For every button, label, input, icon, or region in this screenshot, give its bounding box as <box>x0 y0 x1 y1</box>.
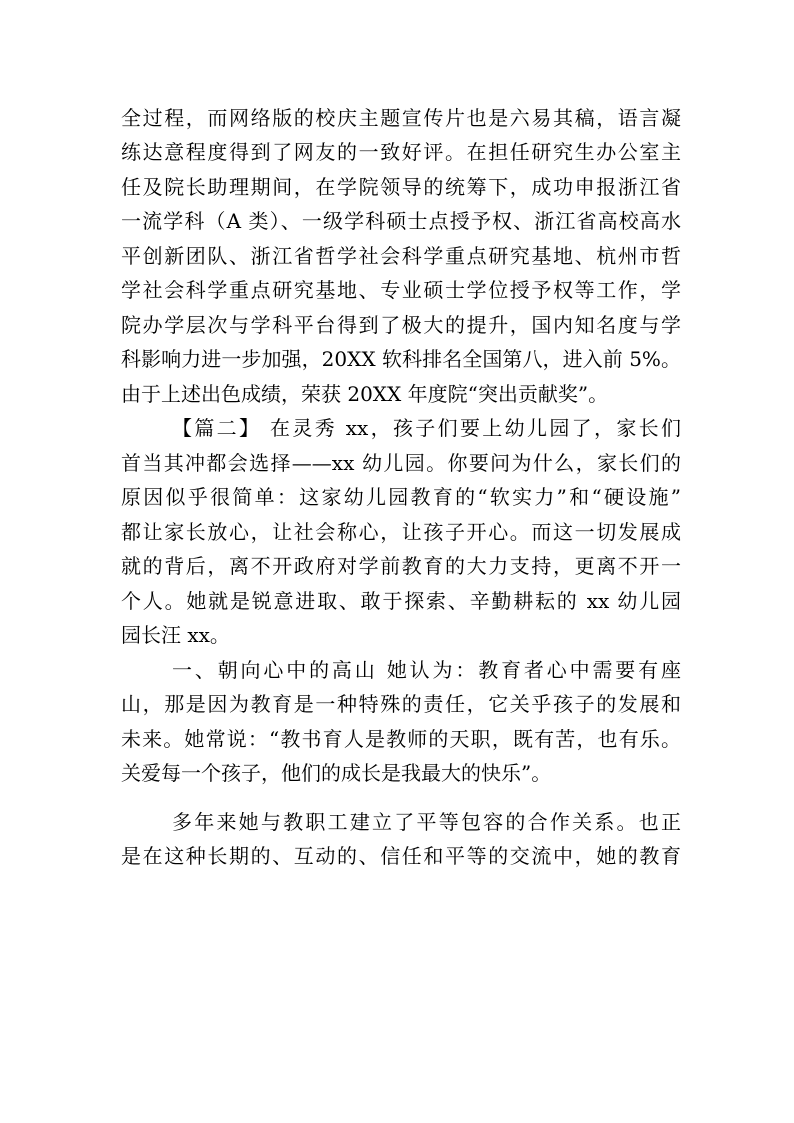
text-line: 多年来她与教职工建立了平等包容的合作关系。也正 <box>172 810 681 834</box>
text-line: 未来。她常说：“教书育人是教师的天职，既有苦，也有乐。 <box>121 727 681 751</box>
text-line: 就的背后，离不开政府对学前教育的大力支持，更离不开一 <box>121 554 681 578</box>
text-line: 练达意程度得到了网友的一致好评。在担任研究生办公室主 <box>121 140 681 164</box>
text-line: 平创新团队、浙江省哲学社会科学重点研究基地、杭州市哲 <box>121 244 681 268</box>
text-line: 一、朝向心中的高山 她认为：教育者心中需要有座 <box>172 658 681 682</box>
text-line: 首当其冲都会选择——xx 幼儿园。你要问为什么，家长们的 <box>121 451 681 475</box>
text-line: 【篇二】 在灵秀 xx，孩子们要上幼儿园了，家长们 <box>172 416 681 440</box>
text-line: 学社会科学重点研究基地、专业硕士学位授予权等工作，学 <box>121 278 681 302</box>
text-line: 科影响力进一步加强，20XX 软科排名全国第八，进入前 5%。 <box>121 347 681 371</box>
text-line: 全过程，而网络版的校庆主题宣传片也是六易其稿，语言凝 <box>121 106 681 130</box>
text-line: 一流学科（A 类）、一级学科硕士点授予权、浙江省高校高水 <box>121 209 681 233</box>
text-line: 个人。她就是锐意进取、敢于探索、辛勤耕耘的 xx 幼儿园 <box>121 589 681 613</box>
text-line: 关爱每一个孩子，他们的成长是我最大的快乐”。 <box>121 761 552 785</box>
text-line: 原因似乎很简单：这家幼儿园教育的“软实力”和“硬设施” <box>121 485 681 509</box>
text-line: 任及院长助理期间，在学院领导的统筹下，成功申报浙江省 <box>121 175 681 199</box>
text-line: 都让家长放心，让社会称心，让孩子开心。而这一切发展成 <box>121 520 681 544</box>
text-line: 由于上述出色成绩，荣获 20XX 年度院“突出贡献奖”。 <box>121 382 609 406</box>
text-line: 山，那是因为教育是一种特殊的责任，它关乎孩子的发展和 <box>121 692 681 716</box>
text-line: 是在这种长期的、互动的、信任和平等的交流中，她的教育 <box>121 844 681 868</box>
text-line: 院办学层次与学科平台得到了极大的提升，国内知名度与学 <box>121 313 681 337</box>
text-line: 园长汪 xx。 <box>121 623 230 647</box>
